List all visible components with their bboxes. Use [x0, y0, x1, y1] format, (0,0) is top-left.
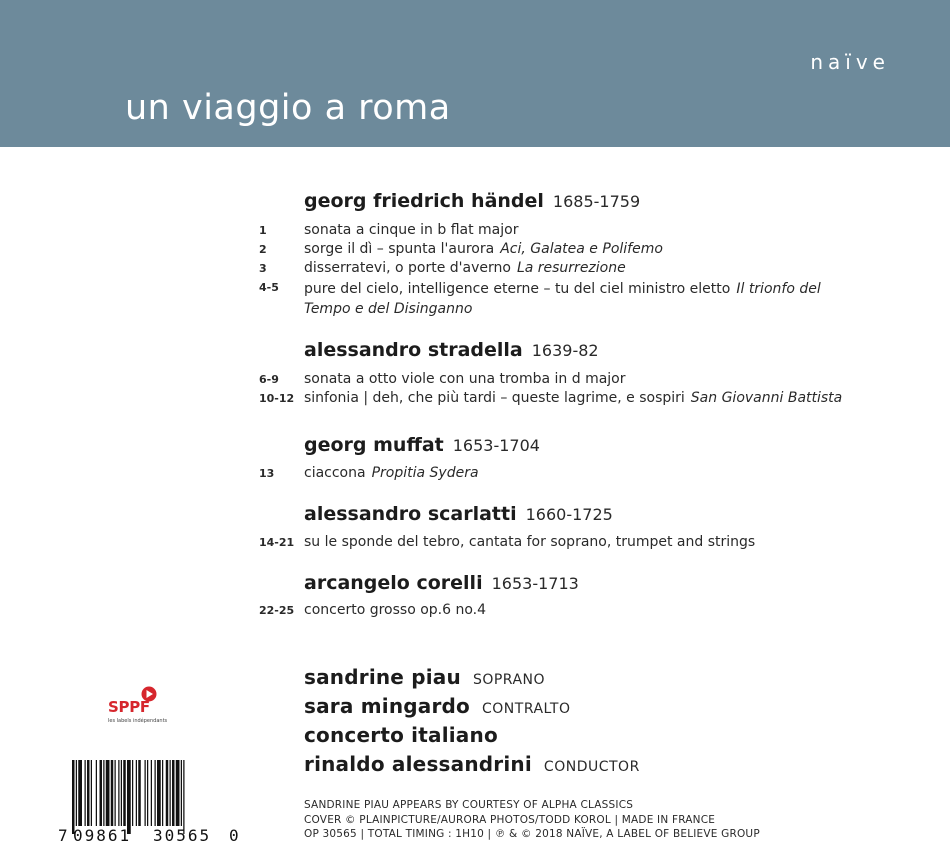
composer-name: alessandro stradella: [304, 339, 523, 361]
track-row: [0, 534, 950, 553]
composer-heading: [304, 190, 640, 212]
track-row: [0, 602, 950, 621]
barcode-bar: [138, 760, 141, 826]
barcode-bar: [170, 760, 171, 826]
barcode-digit: 30565: [153, 826, 212, 845]
track-title: pure del cielo, intelligence eterne – tu del ciel ministro eletto Il trionfo del Tempo e del Disinganno: [304, 281, 821, 317]
composer-dates: 1685-1759: [552, 192, 641, 211]
track-title: ciaccona Propitia Sydera: [304, 465, 479, 481]
barcode-digit: 7: [58, 826, 68, 845]
naive-label-logo: naïve: [810, 50, 890, 74]
sppf-logo-subtitle: les labels indépendants: [108, 718, 168, 724]
track-number: 3: [259, 262, 267, 275]
sppf-logo-text: SPPF: [108, 698, 150, 716]
performer-name: sara mingardo: [304, 694, 470, 718]
track-work: Il trionfo del Tempo e del Disinganno: [304, 281, 821, 317]
barcode-bar: [136, 760, 137, 826]
barcode-bar: [106, 760, 110, 826]
barcode-bar: [118, 760, 119, 826]
barcode-bar: [91, 760, 92, 826]
barcode-bar: [111, 760, 114, 826]
barcode-bar: [166, 760, 169, 826]
album-title: un viaggio a roma: [125, 88, 451, 128]
barcode-bar: [76, 760, 77, 826]
barcode-bar: [85, 760, 86, 826]
barcode-bar: [176, 760, 180, 826]
performer-role: SOPRANO: [472, 672, 546, 688]
performer-line: [304, 723, 498, 747]
barcode-bar: [121, 760, 122, 826]
composer-name: georg friedrich händel: [304, 190, 544, 212]
barcode-digit: 0: [229, 826, 239, 845]
track-row: [0, 260, 950, 279]
barcode-bar: [157, 760, 161, 826]
track-title: disserratevi, o porte d'averno La resurrezione: [304, 260, 626, 276]
performer-line: [304, 694, 571, 718]
barcode-bar: [87, 760, 90, 826]
track-title: sonata a otto viole con una tromba in d major: [304, 371, 626, 387]
track-row: [0, 465, 950, 484]
track-title: sorge il dì – spunta l'aurora Aci, Galatea e Polifemo: [304, 241, 663, 257]
barcode-bar: [115, 760, 116, 826]
track-row: [0, 390, 950, 409]
track-row: [0, 222, 950, 241]
barcode-bar: [162, 760, 163, 826]
barcode-digit: 09861: [73, 826, 132, 845]
track-title: su le sponde del tebro, cantata for soprano, trumpet and strings: [304, 534, 756, 550]
track-number: 6-9: [259, 373, 279, 386]
credits-block: [304, 798, 760, 842]
track-row: [0, 371, 950, 390]
barcode-bar: [151, 760, 152, 826]
barcode-bar: [96, 760, 97, 826]
track-work: Aci, Galatea e Polifemo: [500, 241, 663, 257]
composer-dates: 1639-82: [531, 341, 599, 360]
track-work: Propitia Sydera: [371, 465, 479, 481]
barcode-bar: [183, 760, 184, 834]
track-number: 4-5: [259, 281, 279, 294]
track-number: 2: [259, 243, 267, 256]
header-banner: [0, 0, 950, 147]
track-number: 22-25: [259, 604, 295, 617]
track-number: 10-12: [259, 392, 295, 405]
barcode-bar: [132, 760, 133, 826]
barcode-bar: [155, 760, 156, 826]
track-number: 13: [259, 467, 275, 480]
barcode-bar: [78, 760, 82, 826]
performer-line: [304, 665, 545, 689]
barcode-bar: [147, 760, 148, 826]
barcode-bar: [172, 760, 175, 826]
credit-line: COVER © PLAINPICTURE/AURORA PHOTOS/TODD KOROL | MADE IN FRANCE: [304, 813, 716, 826]
sppf-logo: [108, 686, 178, 730]
barcode-bar: [127, 760, 131, 834]
barcode-bar: [103, 760, 104, 826]
composer-dates: 1660-1725: [525, 505, 613, 524]
credit-line: OP 30565 | TOTAL TIMING : 1H10 | ℗ & © 2018 NAÏVE, A LABEL OF BELIEVE GROUP: [304, 828, 760, 840]
credit-line: SANDRINE PIAU APPEARS BY COURTESY OF ALPHA CLASSICS: [304, 799, 634, 811]
composer-name: alessandro scarlatti: [304, 503, 517, 525]
performer-role: CONTRALTO: [482, 701, 571, 717]
track-row: [0, 241, 950, 260]
performer-name: concerto italiano: [304, 723, 498, 747]
track-work: San Giovanni Battista: [690, 390, 843, 406]
track-number: 1: [259, 224, 267, 237]
composer-dates: 1653-1704: [452, 436, 540, 455]
barcode-bar: [123, 760, 126, 826]
composer-dates: 1653-1713: [491, 574, 579, 593]
composer-heading: [304, 572, 579, 594]
performer-name: rinaldo alessandrini: [304, 752, 532, 776]
composer-name: georg muffat: [304, 434, 444, 456]
barcode-bar: [72, 760, 75, 834]
composer-heading: [304, 339, 599, 361]
composer-heading: [304, 434, 540, 456]
track-title: concerto grosso op.6 no.4: [304, 602, 487, 618]
performer-name: sandrine piau: [304, 665, 461, 689]
track-title: sinfonia | deh, che più tardi – queste lagrime, e sospiri San Giovanni Battista: [304, 390, 843, 406]
performer-line: [304, 752, 640, 776]
barcode-bar: [145, 760, 146, 826]
track-title: sonata a cinque in b flat major: [304, 222, 519, 238]
performer-role: CONDUCTOR: [543, 759, 640, 775]
composer-heading: [304, 503, 613, 525]
track-number: 14-21: [259, 536, 295, 549]
track-work: La resurrezione: [516, 260, 626, 276]
barcode-bar: [100, 760, 103, 826]
composer-name: arcangelo corelli: [304, 572, 483, 594]
barcode: [58, 760, 243, 850]
barcode-bar: [181, 760, 182, 826]
